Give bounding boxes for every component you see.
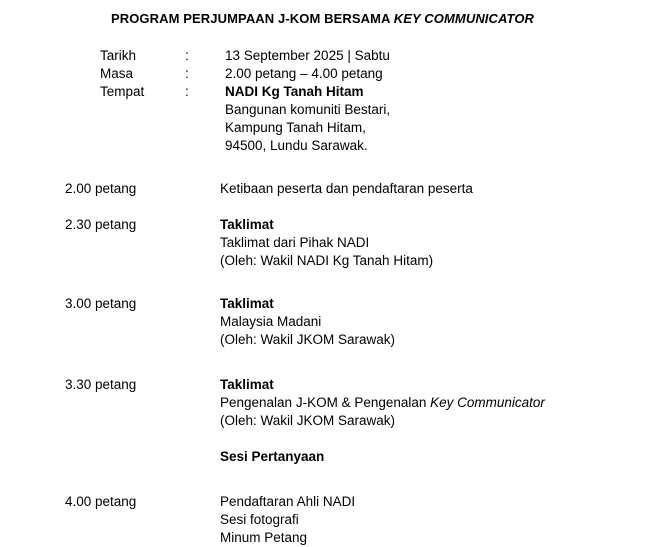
schedule-slot-5 — [65, 493, 635, 547]
slot-body — [220, 493, 635, 547]
time-value: 2.00 petang – 4.00 petang — [225, 66, 383, 81]
info-row-date — [100, 47, 390, 65]
schedule-slot-4 — [65, 376, 635, 466]
slot-session: Sesi Pertanyaan — [220, 449, 325, 464]
slot-time: 2.30 petang — [65, 217, 137, 232]
slot-line: Minum Petang — [220, 530, 308, 545]
slot-time: 3.30 petang — [65, 377, 137, 392]
slot-line: Sesi fotografi — [220, 512, 299, 527]
schedule — [65, 180, 635, 547]
slot-line — [220, 394, 635, 412]
slot-body — [220, 295, 635, 349]
time-colon: : — [185, 66, 189, 81]
slot-line: Malaysia Madani — [220, 314, 322, 329]
slot-time: 4.00 petang — [65, 494, 137, 509]
slot-time: 2.00 petang — [65, 181, 137, 196]
event-info — [100, 47, 390, 155]
slot-heading: Taklimat — [220, 296, 274, 311]
title-main: PROGRAM PERJUMPAAN J-KOM BERSAMA — [110, 11, 391, 26]
slot-body — [220, 376, 635, 466]
date-label: Tarikh — [100, 48, 137, 63]
title-italic: KEY COMMUNICATOR — [393, 11, 535, 26]
venue-address-line-2: Kampung Tanah Hitam, — [225, 120, 366, 135]
slot-heading: Taklimat — [220, 217, 274, 232]
date-value: 13 September 2025 | Sabtu — [225, 48, 390, 63]
info-row-time — [100, 65, 390, 83]
schedule-slot-1 — [65, 180, 635, 198]
slot-line: Pendaftaran Ahli NADI — [220, 494, 356, 509]
venue-address-line-1: Bangunan komuniti Bestari, — [225, 102, 391, 117]
slot-line: Taklimat dari Pihak NADI — [220, 235, 370, 250]
venue-label: Tempat — [100, 84, 145, 99]
slot-line-prefix: Pengenalan J-KOM & Pengenalan — [220, 395, 431, 410]
venue-name: NADI Kg Tanah Hitam — [225, 84, 364, 99]
info-row-venue — [100, 83, 390, 155]
slot-heading: Taklimat — [220, 377, 274, 392]
document-title — [0, 10, 645, 28]
venue-value — [225, 83, 390, 155]
slot-presenter: (Oleh: Wakil JKOM Sarawak) — [220, 332, 396, 347]
schedule-slot-3 — [65, 295, 635, 349]
slot-presenter: (Oleh: Wakil JKOM Sarawak) — [220, 413, 396, 428]
date-colon: : — [185, 48, 189, 63]
slot-body — [220, 180, 635, 198]
time-label: Masa — [100, 66, 134, 81]
slot-text: Ketibaan peserta dan pendaftaran peserta — [220, 181, 473, 196]
venue-colon: : — [185, 84, 189, 99]
schedule-slot-2 — [65, 216, 635, 270]
slot-line-italic: Key Communicator — [430, 395, 545, 410]
slot-presenter: (Oleh: Wakil NADI Kg Tanah Hitam) — [220, 253, 434, 268]
venue-address-line-3: 94500, Lundu Sarawak. — [225, 138, 368, 153]
slot-time: 3.00 petang — [65, 296, 137, 311]
slot-body — [220, 216, 635, 270]
